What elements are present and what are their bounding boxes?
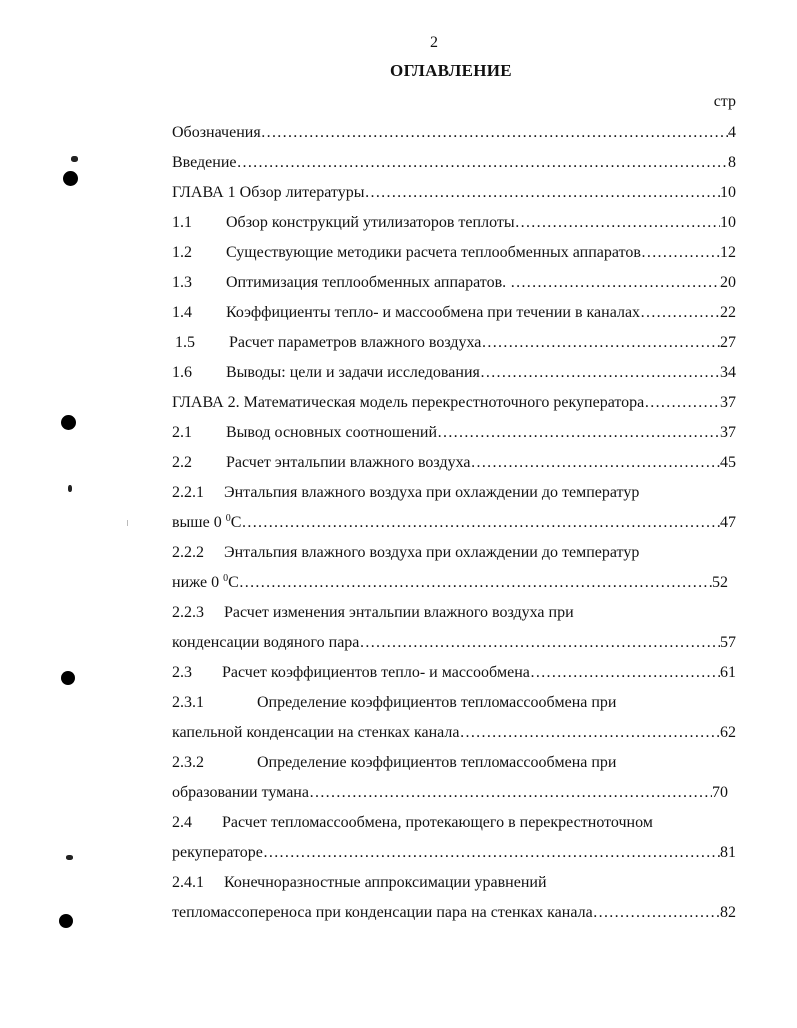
toc-number: 2.1	[172, 424, 192, 441]
toc-number: 1.6	[172, 364, 192, 381]
leader-dots	[241, 513, 720, 533]
toc-number: 2.2.1	[172, 484, 204, 501]
toc-entry-2-2-3[interactable]: 2.2.3 Расчет изменения энтальпии влажного воздуха при конденсации водяного пара …………………………………………………………………………………………………………………………………………………………… 57	[172, 603, 736, 653]
toc-number: 1.4	[172, 304, 192, 321]
toc-page: 27	[720, 334, 736, 351]
leader-dots	[644, 393, 720, 413]
leader-dots	[364, 183, 720, 203]
toc-page: 52	[712, 574, 728, 591]
leader-dots	[237, 153, 729, 173]
toc-page: 57	[720, 634, 736, 651]
toc-page: 12	[720, 244, 736, 261]
leader-dots	[470, 453, 720, 473]
toc-entry-1-6[interactable]: 1.6 Выводы: цели и задачи исследования …………………………………………………………………………………………………………………………………………………………… 34	[172, 363, 736, 383]
leader-dots	[481, 333, 720, 353]
leader-dots	[239, 573, 712, 593]
toc-entry-2-4-1[interactable]: 2.4.1 Конечноразностные аппроксимации уравнений тепломассопереноса при конденсации пара на стенках канала …………………………………………………………………………………………………………………………………………………………… 82	[172, 873, 736, 923]
punch-hole-mark	[61, 671, 75, 685]
toc-page: 8	[728, 154, 736, 171]
toc-number: 1.1	[172, 214, 192, 231]
toc-entry-2-1[interactable]: 2.1 Вывод основных соотношений …………………………………………………………………………………………………………………………………………………………… 37	[172, 423, 736, 443]
punch-hole-mark	[59, 914, 73, 928]
leader-dots	[309, 783, 712, 803]
leader-dots	[359, 633, 720, 653]
toc-entry-intro[interactable]: Введение …………………………………………………………………………………………………………………………………………………………… 8	[172, 153, 736, 173]
leader-dots	[530, 663, 720, 683]
toc-page: 61	[720, 664, 736, 681]
toc-page: 10	[720, 184, 736, 201]
page-number: 2	[430, 34, 438, 51]
leader-dots	[261, 123, 728, 143]
toc-entry-2-2-2[interactable]: 2.2.2 Энтальпия влажного воздуха при охлаждении до температур ниже 0 $^0$C …………………………………………………………………………………………………………………………………………………………… 52	[172, 543, 736, 593]
toc-entry-chapter-1[interactable]: ГЛАВА 1 Обзор литературы …………………………………………………………………………………………………………………………………………………………… 10	[172, 183, 736, 203]
scan-speck	[66, 855, 73, 860]
scan-speck	[71, 156, 78, 162]
toc-entry-2-3-2[interactable]: 2.3.2 Определение коэффициентов тепломассообмена при образовании тумана …………………………………………………………………………………………………………………………………………………………… 70	[172, 753, 736, 803]
leader-dots	[459, 723, 720, 743]
toc-entry-1-5[interactable]: 1.5 Расчет параметров влажного воздуха …………………………………………………………………………………………………………………………………………………………… 27	[172, 333, 736, 353]
toc-number: 2.4	[172, 814, 192, 831]
toc-entry-1-4[interactable]: 1.4 Коэффициенты тепло- и массообмена при течении в каналах …………………………………………………………………………………………………………………………………………………………… 22	[172, 303, 736, 323]
page-column-label: стр	[713, 93, 736, 110]
toc-entry-1-2[interactable]: 1.2 Существующие методики расчета теплообменных аппаратов …………………………………………………………………………………………………………………………………………………………… 12	[172, 243, 736, 263]
leader-dots	[263, 843, 720, 863]
punch-hole-mark	[63, 171, 78, 186]
scan-speck	[68, 485, 72, 492]
leader-dots	[593, 903, 720, 923]
toc-page: 47	[720, 514, 736, 531]
leader-dots	[437, 423, 720, 443]
toc-entry-2-3-1[interactable]: 2.3.1 Определение коэффициентов тепломассообмена при капельной конденсации на стенках канала …………………………………………………………………………………………………………………………………………………………… 62	[172, 693, 736, 743]
toc-entry-2-2[interactable]: 2.2 Расчет энтальпии влажного воздуха …………………………………………………………………………………………………………………………………………………………… 45	[172, 453, 736, 473]
toc-page: 20	[720, 274, 736, 291]
toc-entry-2-2-1[interactable]: 2.2.1 Энтальпия влажного воздуха при охлаждении до температур выше 0 $^0$C …………………………………………………………………………………………………………………………………………………………… 47	[172, 483, 736, 533]
toc-page: 82	[720, 904, 736, 921]
leader-dots	[510, 273, 720, 293]
toc-number: 2.3	[172, 664, 192, 681]
toc-page: 37	[720, 424, 736, 441]
toc-number: 2.2	[172, 454, 192, 471]
toc-page: 70	[712, 784, 728, 801]
punch-hole-mark	[61, 415, 76, 430]
toc-page: 34	[720, 364, 736, 381]
toc-entry-1-1[interactable]: 1.1 Обзор конструкций утилизаторов теплоты …………………………………………………………………………………………………………………………………………………………… 10	[172, 213, 736, 233]
toc-number: 2.2.3	[172, 604, 204, 621]
toc-entry-chapter-2[interactable]: ГЛАВА 2. Математическая модель перекрестноточного рекуператора …………………………………………………………………………………………………………………………………………………………… 37	[172, 393, 736, 413]
toc-page: 4	[728, 124, 736, 141]
toc-page: 10	[720, 214, 736, 231]
toc-entry-notation[interactable]: Обозначения …………………………………………………………………………………………………………………………………………………………… 4	[172, 123, 736, 143]
leader-dots	[515, 213, 720, 233]
toc-number: 2.3.2	[172, 754, 204, 771]
toc-page: 62	[720, 724, 736, 741]
toc-number: 1.3	[172, 274, 192, 291]
leader-dots	[480, 363, 720, 383]
scan-artifact	[127, 520, 128, 526]
toc-number: 2.3.1	[172, 694, 204, 711]
page-title: ОГЛАВЛЕНИЕ	[390, 61, 512, 80]
toc-number: 2.2.2	[172, 544, 204, 561]
toc-number: 1.2	[172, 244, 192, 261]
leader-dots	[640, 303, 720, 323]
toc-entry-2-4[interactable]: 2.4 Расчет тепломассообмена, протекающего в перекрестноточном рекуператоре …………………………………………………………………………………………………………………………………………………………… 81	[172, 813, 736, 863]
toc-number: 2.4.1	[172, 874, 204, 891]
leader-dots	[641, 243, 720, 263]
toc-page: 81	[720, 844, 736, 861]
toc-entry-1-3[interactable]: 1.3 Оптимизация теплообменных аппаратов. …………………………………………………………………………………………………………………………………………………………… 20	[172, 273, 736, 293]
toc-number: 1.5	[175, 334, 195, 351]
toc-entry-2-3[interactable]: 2.3 Расчет коэффициентов тепло- и массообмена …………………………………………………………………………………………………………………………………………………………… 61	[172, 663, 736, 683]
toc-page: 37	[720, 394, 736, 411]
toc-page: 22	[720, 304, 736, 321]
toc-page: 45	[720, 454, 736, 471]
